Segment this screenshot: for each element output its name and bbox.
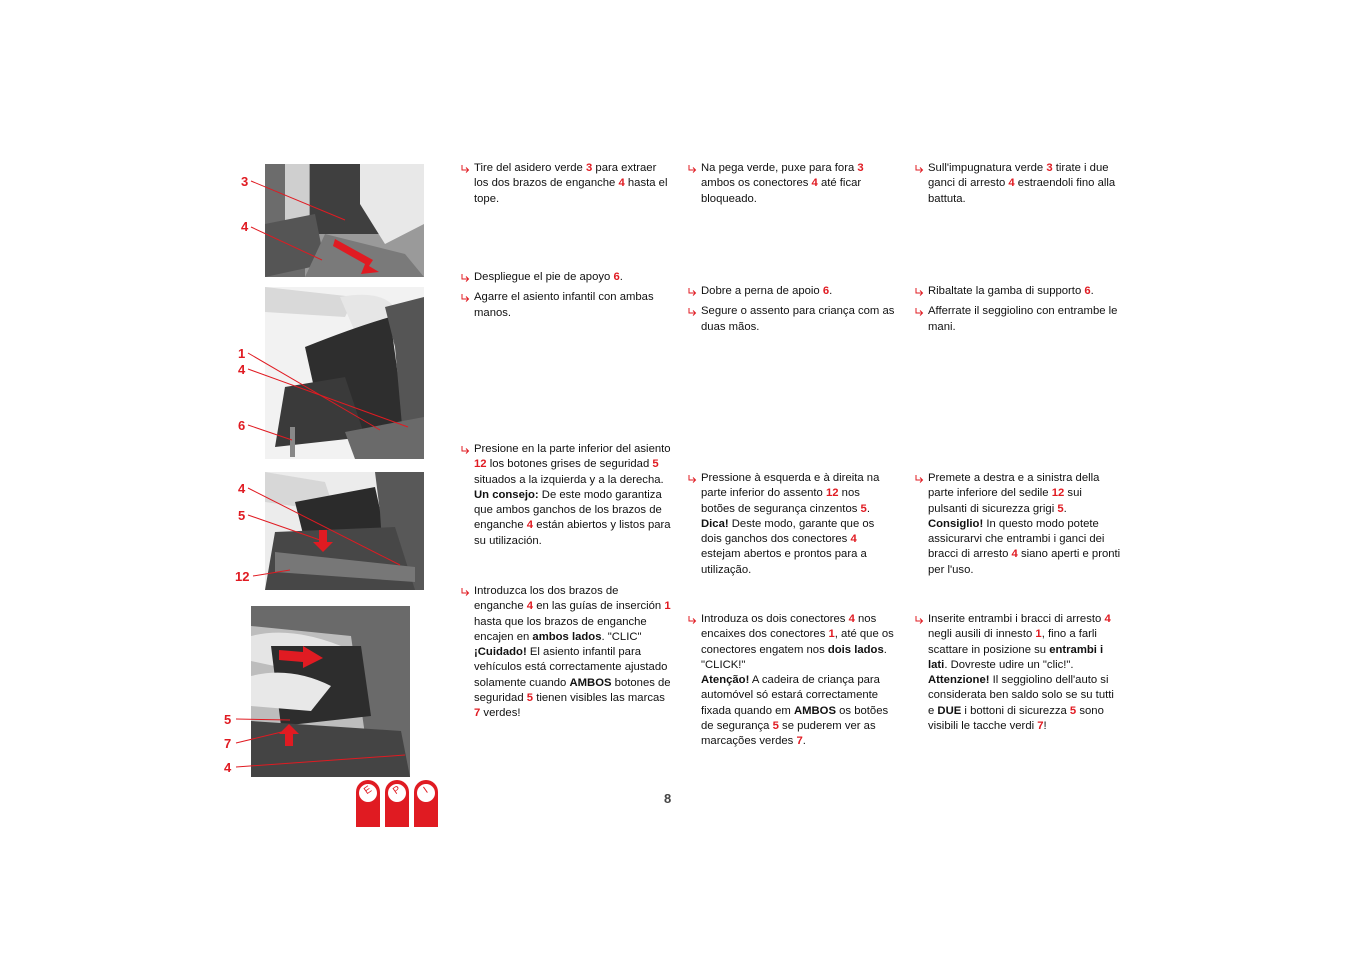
step-arrow-icon bbox=[915, 615, 925, 625]
pt-step-2: Dobre a perna de apoio 6. Segure o assento para criança com as duas mãos. bbox=[688, 284, 896, 340]
callout-5: 5 bbox=[238, 508, 246, 523]
step-arrow-icon bbox=[915, 164, 925, 174]
step-arrow-icon bbox=[915, 287, 925, 297]
step-arrow-icon bbox=[461, 293, 471, 303]
photo-safety-buttons bbox=[265, 472, 424, 590]
pt-step-4: Introduza os dois conectores 4 nos encaixes dos conectores 1, até que os conectores engatem nos dois lados. "CLICK!" Atenção! A cadeira de criança para automóvel só estará correctamente fixada quando em AMBOS os botões de segurança 5 se puderem ver as marcações verdes 7. bbox=[688, 612, 896, 755]
es-step-1: Tire del asidero verde 3 para extraer los dos brazos de enganche 4 hasta el tope. bbox=[461, 161, 671, 212]
step-arrow-icon bbox=[461, 164, 471, 174]
it-step-3: Premete a destra e a sinistra della parte inferiore del sedile 12 sui pulsanti di sicurezza grigi 5. Consiglio! In questo modo potete assicurarvi che entrambi i ganci dei bracci di arresto 4 siano aperti e pronti per l'uso. bbox=[915, 471, 1123, 583]
step-arrow-icon bbox=[688, 615, 698, 625]
pt-step-3: Pressione à esquerda e à direita na parte inferior do assento 12 nos botões de segurança cinzentos 5. Dica! Deste modo, garante que os dois ganchos dos conectores 4 estejam abertos e prontos para a utilização. bbox=[688, 471, 896, 583]
photo-insert-arms bbox=[251, 606, 410, 777]
callout-4: 4 bbox=[224, 760, 232, 775]
callout-3: 3 bbox=[241, 174, 249, 189]
lang-tab-e: E bbox=[356, 780, 380, 827]
photo-pull-handle bbox=[265, 164, 424, 277]
step-arrow-icon bbox=[915, 474, 925, 484]
lang-tab-i: I bbox=[414, 780, 438, 827]
callout-6: 6 bbox=[238, 418, 246, 433]
page-number: 8 bbox=[664, 791, 672, 806]
step-arrow-icon bbox=[688, 474, 698, 484]
es-step-3: Presione en la parte inferior del asiento 12 los botones grises de seguridad 5 situados a la izquierda y a la derecha. Un consejo: De este modo garantiza que ambos ganchos de los brazos de enganche 4 están abiertos y listos para su utilización. bbox=[461, 442, 671, 554]
step-arrow-icon bbox=[461, 587, 471, 597]
lang-tab-p: P bbox=[385, 780, 409, 827]
callout-7: 7 bbox=[224, 736, 232, 751]
pt-step-1: Na pega verde, puxe para fora 3 ambos os conectores 4 até ficar bloqueado. bbox=[688, 161, 896, 212]
callout-5: 5 bbox=[224, 712, 232, 727]
it-step-1: Sull'impugnatura verde 3 tirate i due ganci di arresto 4 estraendoli fino alla battuta. bbox=[915, 161, 1123, 212]
it-step-4: Inserite entrambi i bracci di arresto 4 negli ausili di innesto 1, fino a farli scattare in posizione su entrambi i lati. Dovreste udire un "clic!". Attenzione! Il seggiolino dell'auto si considerata ben saldo solo se su tutti e DUE i bottoni di sicurezza 5 sono visibili le tacche verdi 7! bbox=[915, 612, 1123, 739]
callout-1: 1 bbox=[238, 346, 246, 361]
it-step-2: Ribaltate la gamba di supporto 6. Afferrate il seggiolino con entrambe le mani. bbox=[915, 284, 1123, 340]
es-step-2: Despliegue el pie de apoyo 6. Agarre el asiento infantil con ambas manos. bbox=[461, 270, 671, 326]
step-arrow-icon bbox=[461, 445, 471, 455]
step-arrow-icon bbox=[688, 164, 698, 174]
es-step-4: Introduzca los dos brazos de enganche 4 en las guías de inserción 1 hasta que los brazos de enganche encajen en ambos lados. "CLIC" ¡Cuidado! El asiento infantil para vehículos está correctamente ajustado solamente cuando AMBOS botones de seguridad 5 tienen visibles las marcas 7 verdes! bbox=[461, 584, 671, 727]
step-arrow-icon bbox=[461, 273, 471, 283]
callout-4: 4 bbox=[238, 481, 246, 496]
callout-12: 12 bbox=[235, 569, 250, 584]
callout-4: 4 bbox=[241, 219, 249, 234]
step-arrow-icon bbox=[688, 307, 698, 317]
step-arrow-icon bbox=[915, 307, 925, 317]
photo-support-leg bbox=[265, 287, 424, 459]
callout-4: 4 bbox=[238, 362, 246, 377]
step-arrow-icon bbox=[688, 287, 698, 297]
